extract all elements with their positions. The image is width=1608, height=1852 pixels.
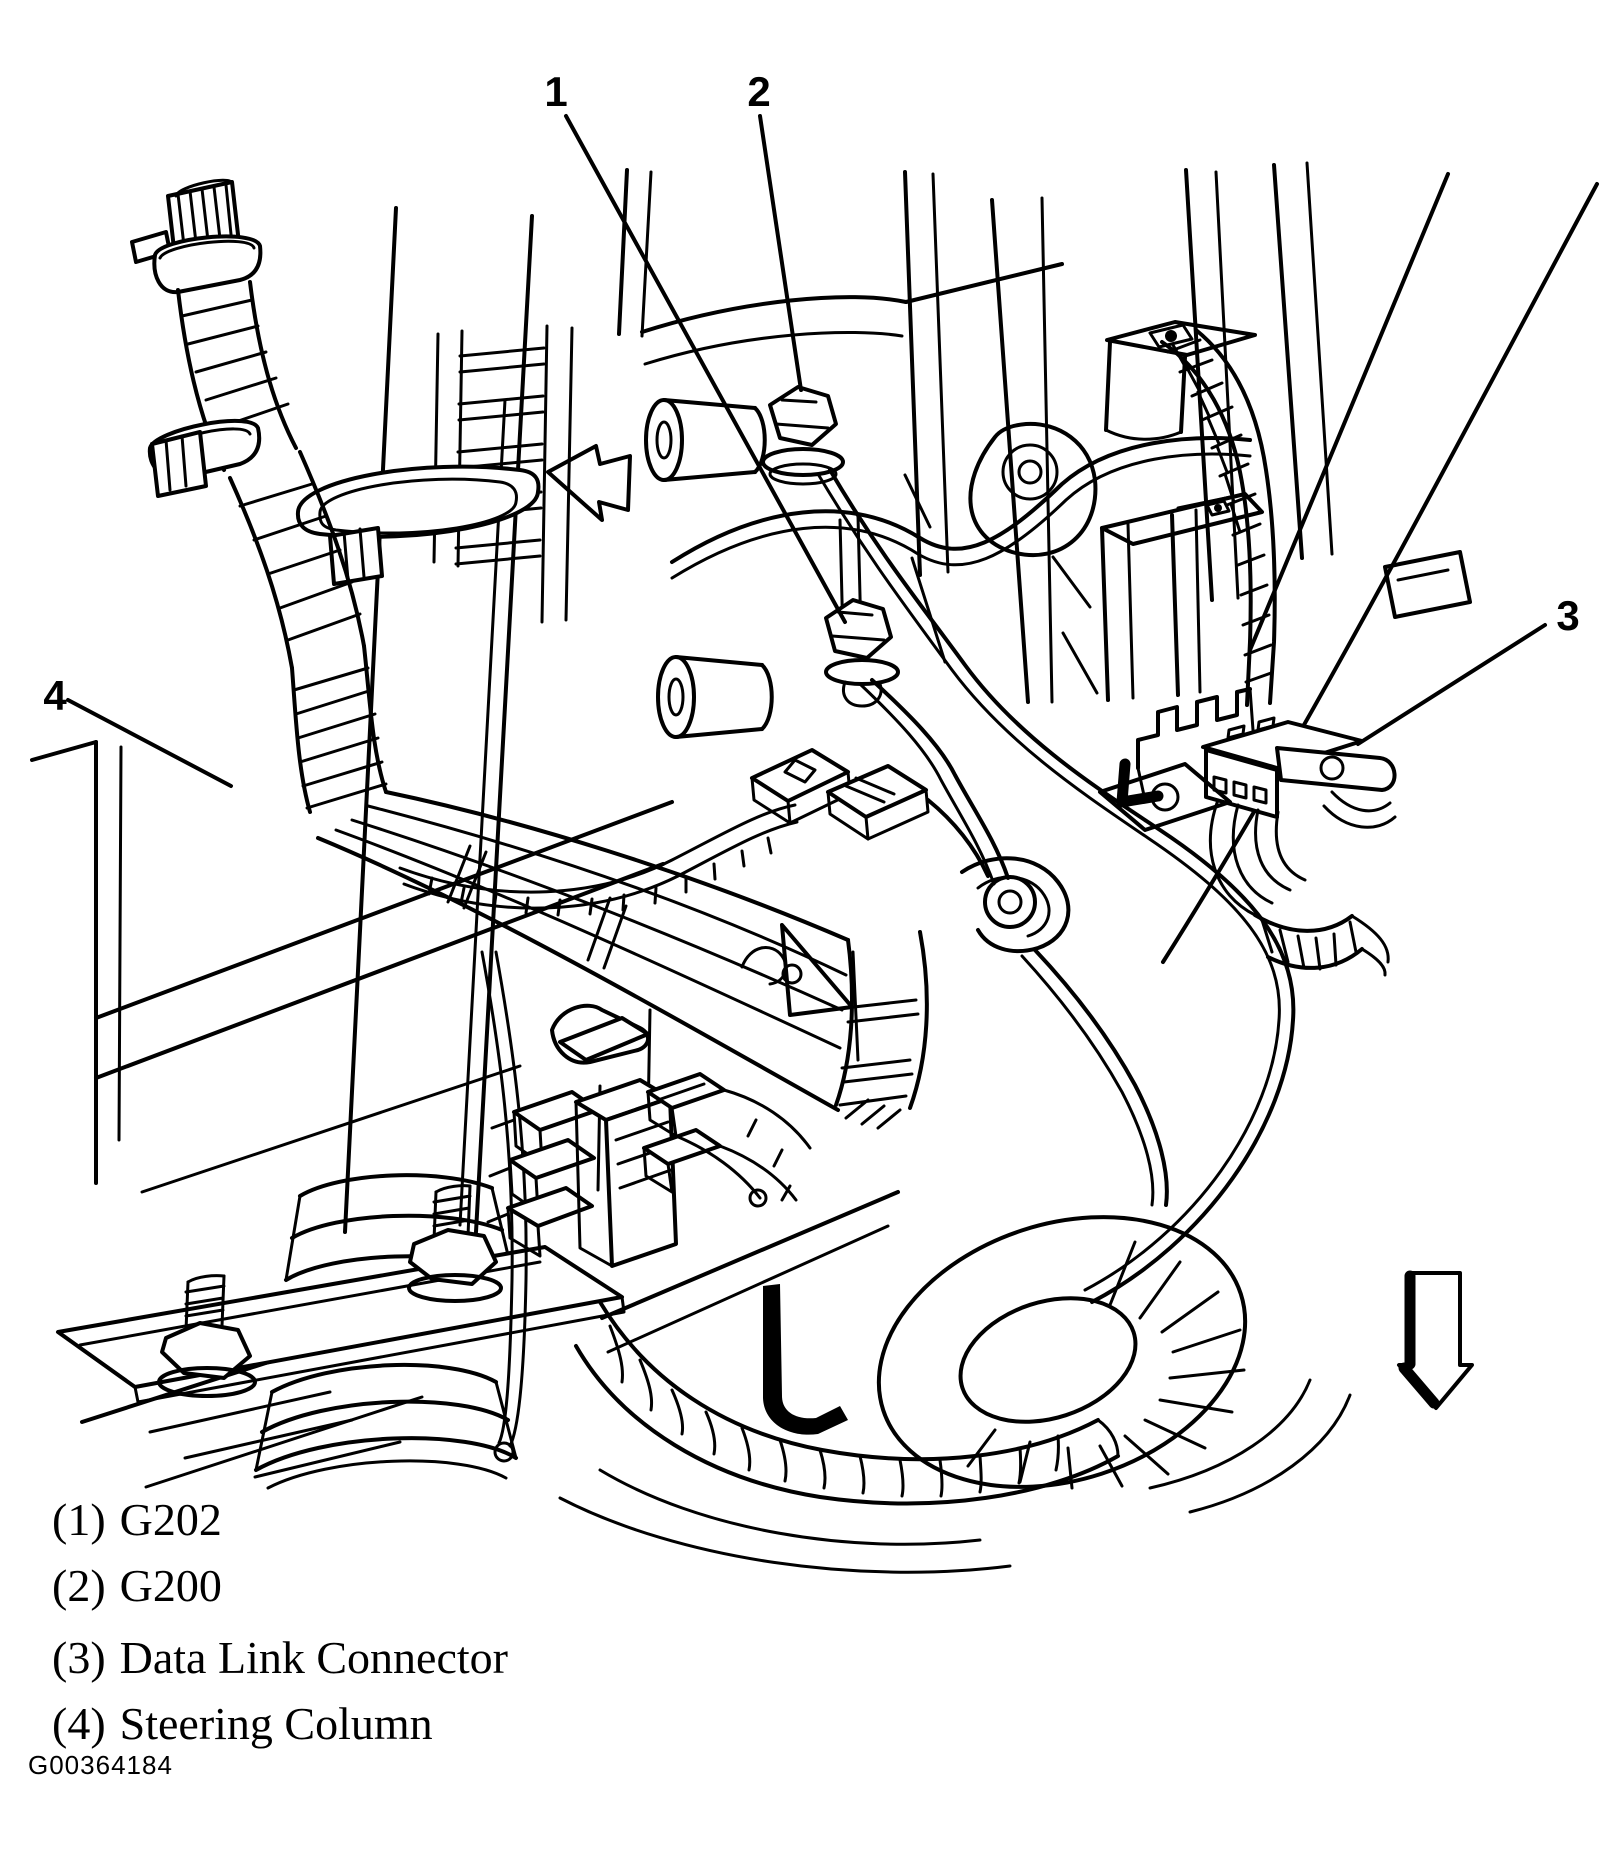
callout-1-leader xyxy=(566,116,845,622)
callout-4-number: 4 xyxy=(43,672,67,719)
legend-label-3: Data Link Connector xyxy=(119,1632,508,1683)
legend-item-3 xyxy=(52,1630,508,1686)
callout-3 xyxy=(1358,592,1580,744)
figure-id: G00364184 xyxy=(28,1750,173,1780)
legend-label-1: G202 xyxy=(119,1494,222,1545)
callout-2-leader xyxy=(760,116,801,390)
callout-3-number: 3 xyxy=(1556,592,1580,639)
wire-coil xyxy=(844,1172,1281,1532)
upper-bracket xyxy=(1102,322,1470,705)
legend-marker-1: (1) xyxy=(52,1494,106,1545)
down-arrow-icon xyxy=(1399,1273,1472,1408)
legend-marker-2: (2) xyxy=(52,1560,106,1611)
dash-panel xyxy=(32,163,1597,1487)
legend-label-4: Steering Column xyxy=(119,1698,433,1749)
junction-blocks xyxy=(488,1006,1350,1572)
callout-1 xyxy=(544,68,845,622)
legend-item-2 xyxy=(52,1558,222,1614)
callout-3-leader xyxy=(1358,625,1545,744)
legend-item-1 xyxy=(52,1492,222,1548)
harness-hook-clip xyxy=(962,858,1068,951)
legend-label-2: G200 xyxy=(119,1560,222,1611)
ground-stud-g202 xyxy=(826,600,1008,884)
legend-marker-4: (4) xyxy=(52,1698,106,1749)
harness-retainer-clip xyxy=(763,1284,848,1435)
legend-item-4 xyxy=(52,1696,433,1752)
steering-column-harness xyxy=(132,180,927,1128)
callout-2 xyxy=(747,68,801,390)
legend-marker-3: (3) xyxy=(52,1632,106,1683)
callout-2-number: 2 xyxy=(747,68,771,115)
data-link-connector xyxy=(1100,689,1395,975)
callout-1-number: 1 xyxy=(544,68,568,115)
callout-4 xyxy=(43,672,231,786)
